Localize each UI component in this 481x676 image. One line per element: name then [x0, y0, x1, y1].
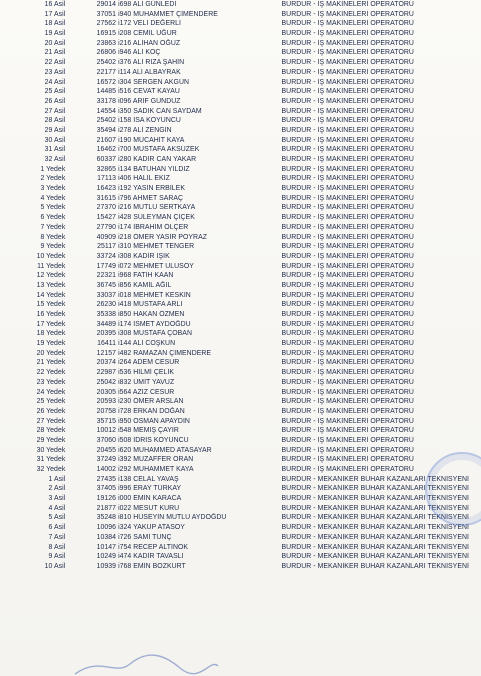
id-cell: 31615	[96, 194, 117, 202]
id-cell: 25117	[97, 243, 117, 251]
name-cell: i072 MEHMET ULUSOY	[118, 262, 194, 270]
table-row	[22, 417, 481, 427]
position-cell: BURDUR - İŞ MAKİNELERİ OPERATÖRÜ	[281, 204, 414, 212]
table-row	[22, 281, 481, 291]
position-cell: BURDUR - İŞ MAKİNELERİ OPERATÖRÜ	[281, 388, 414, 396]
position-cell: BURDUR - İŞ MAKİNELERİ OPERATÖRÜ	[281, 165, 414, 173]
table-row	[22, 475, 481, 485]
position-cell: BURDUR - İŞ MAKİNELERİ OPERATÖRÜ	[281, 97, 414, 105]
name-cell: i310 MEHMET TENGER	[118, 243, 195, 251]
table-row	[22, 397, 481, 407]
rank-cell: 10 Yedek	[36, 252, 66, 260]
position-cell: BURDUR - MEKANİKER BUHAR KAZANLARI TEKNİSYENİ	[281, 504, 469, 512]
id-cell: 27790	[96, 223, 117, 231]
table-row	[22, 543, 481, 553]
id-cell: 37060	[96, 436, 117, 444]
rank-cell: 22 Asil	[44, 59, 66, 67]
table-row	[22, 552, 481, 562]
id-cell: 29014	[96, 1, 117, 8]
position-cell: BURDUR - İŞ MAKİNELERİ OPERATÖRÜ	[281, 10, 414, 18]
table-row	[22, 455, 481, 465]
id-cell: 37051	[96, 10, 117, 18]
name-cell: i946 ALİ KOÇ	[118, 49, 161, 57]
name-cell: i000 EMİN KARACA	[118, 495, 182, 503]
name-cell: i726 SAMİ TUNÇ	[118, 533, 172, 541]
table-row	[22, 29, 481, 39]
name-cell: i216 ALİHAN OĞUZ	[118, 39, 181, 47]
position-cell: BURDUR - MEKANİKER BUHAR KAZANLARI TEKNİSYENİ	[281, 524, 469, 532]
rank-cell: 2 Asil	[48, 485, 66, 493]
id-cell: 35248	[96, 514, 117, 522]
name-cell: i856 KAMİL AĞIL	[118, 281, 172, 289]
rank-cell: 19 Asil	[44, 30, 66, 38]
id-cell: 21607	[96, 136, 117, 144]
rank-cell: 10 Asil	[44, 562, 66, 570]
rank-cell: 26 Asil	[44, 97, 66, 105]
name-cell: i208 CEMİL UĞUR	[118, 30, 177, 38]
id-cell: 16572	[96, 78, 117, 86]
rank-cell: 20 Yedek	[36, 349, 66, 357]
name-cell: i280 KADİR CAN YAKAR	[118, 156, 197, 163]
rank-cell: 25 Yedek	[36, 398, 66, 406]
position-cell: BURDUR - İŞ MAKİNELERİ OPERATÖRÜ	[281, 243, 414, 251]
id-cell: 14554	[96, 107, 117, 115]
rank-cell: 26 Yedek	[36, 407, 66, 415]
table-row	[22, 262, 481, 272]
position-cell: BURDUR - İŞ MAKİNELERİ OPERATÖRÜ	[281, 107, 414, 115]
id-cell: 20305	[96, 388, 117, 396]
table-row	[22, 407, 481, 417]
rank-cell: 20 Asil	[44, 39, 66, 47]
table-row	[22, 329, 481, 339]
id-cell: 27562	[96, 20, 117, 28]
table-row	[22, 165, 481, 175]
name-cell: i564 AZİZ CESUR	[118, 388, 175, 396]
rank-cell: 9 Yedek	[40, 243, 66, 251]
name-cell: i216 MUTLU SERTKAYA	[118, 204, 196, 212]
name-cell: i754 RECEP ALTINOK	[118, 543, 189, 551]
rank-cell: 32 Asil	[44, 156, 66, 163]
table-row	[22, 271, 481, 281]
position-cell: BURDUR - İŞ MAKİNELERİ OPERATÖRÜ	[281, 330, 414, 338]
name-cell: i144 ALİ COŞKUN	[118, 340, 176, 348]
rank-cell: 18 Yedek	[36, 330, 66, 338]
name-cell: i968 FATİH KAAN	[118, 272, 174, 280]
table-row	[22, 378, 481, 388]
id-cell: 26806	[96, 49, 117, 57]
table-row	[22, 184, 481, 194]
id-cell: 35338	[96, 311, 117, 318]
name-cell: i548 MEMİŞ ÇAYIR	[118, 427, 179, 435]
id-cell: 20758	[96, 407, 117, 415]
rank-cell: 23 Asil	[44, 68, 66, 76]
table-row	[22, 58, 481, 68]
id-cell: 16915	[96, 30, 117, 38]
signature-scribble	[70, 646, 220, 676]
table-row	[22, 513, 481, 523]
table-row	[22, 300, 481, 310]
id-cell: 16423	[96, 185, 117, 193]
position-cell: BURDUR - MEKANİKER BUHAR KAZANLARI TEKNİSYENİ	[281, 533, 469, 541]
id-cell: 37249	[96, 456, 117, 464]
name-cell: i950 OSMAN APAYDIN	[118, 417, 190, 425]
table-row	[22, 320, 481, 330]
table-row	[22, 233, 481, 243]
rank-cell: 27 Asil	[44, 107, 66, 115]
rank-cell: 5 Asil	[48, 514, 66, 522]
position-cell: BURDUR - İŞ MAKİNELERİ OPERATÖRÜ	[281, 1, 414, 8]
position-cell: BURDUR - MEKANİKER BUHAR KAZANLARI TEKNİSYENİ	[281, 553, 469, 561]
rank-cell: 32 Yedek	[36, 466, 66, 473]
rank-cell: 7 Asil	[48, 533, 66, 541]
candidate-list-body	[22, 0, 481, 572]
rank-cell: 28 Yedek	[36, 427, 66, 435]
position-cell: BURDUR - İŞ MAKİNELERİ OPERATÖRÜ	[281, 156, 414, 163]
table-row	[22, 116, 481, 126]
position-cell: BURDUR - İŞ MAKİNELERİ OPERATÖRÜ	[281, 252, 414, 260]
name-cell: i516 CEVAT KAYAU	[118, 88, 180, 96]
table-row	[22, 494, 481, 504]
rank-cell: 12 Yedek	[36, 272, 66, 280]
id-cell: 14485	[96, 88, 117, 96]
rank-cell: 30 Yedek	[36, 446, 66, 454]
rank-cell: 13 Yedek	[36, 281, 66, 289]
position-cell: BURDUR - İŞ MAKİNELERİ OPERATÖRÜ	[281, 417, 414, 425]
rank-cell: 23 Yedek	[36, 378, 66, 386]
id-cell: 25042	[96, 378, 117, 386]
id-cell: 20395	[96, 330, 117, 338]
position-cell: BURDUR - İŞ MAKİNELERİ OPERATÖRÜ	[281, 427, 414, 435]
rank-cell: 1 Yedek	[40, 165, 66, 173]
rank-cell: 14 Yedek	[36, 291, 66, 299]
name-cell: i508 İDRİS KOYUNCU	[118, 436, 189, 444]
position-cell: BURDUR - İŞ MAKİNELERİ OPERATÖRÜ	[281, 466, 414, 473]
table-row	[22, 223, 481, 233]
table-row	[22, 39, 481, 49]
id-cell: 10096	[96, 524, 117, 532]
id-cell: 27435	[96, 475, 117, 483]
table-row	[22, 78, 481, 88]
name-cell: i138 CELAL YAVAŞ	[118, 475, 179, 483]
table-row	[22, 339, 481, 349]
name-cell: i474 KADİR TAVASLI	[118, 553, 184, 561]
name-cell: i940 MUHAMMET ÇİMENDERE	[118, 10, 218, 18]
table-row	[22, 523, 481, 533]
id-cell: 10384	[96, 533, 117, 541]
rank-cell: 22 Yedek	[36, 369, 66, 377]
position-cell: BURDUR - İŞ MAKİNELERİ OPERATÖRÜ	[281, 446, 414, 454]
position-cell: BURDUR - MEKANİKER BUHAR KAZANLARI TEKNİSYENİ	[281, 543, 469, 551]
rank-cell: 6 Asil	[48, 524, 66, 532]
id-cell: 12157	[96, 349, 117, 357]
id-cell: 25402	[96, 59, 117, 67]
name-cell: i810 HÜSEYİN MUTLU AYDOĞDU	[118, 514, 227, 522]
rank-cell: 11 Yedek	[37, 262, 66, 270]
rank-cell: 18 Asil	[44, 20, 66, 28]
rank-cell: 30 Asil	[44, 136, 66, 144]
rank-cell: 7 Yedek	[40, 223, 66, 231]
position-cell: BURDUR - İŞ MAKİNELERİ OPERATÖRÜ	[281, 456, 414, 464]
position-cell: BURDUR - MEKANİKER BUHAR KAZANLARI TEKNİSYENİ	[281, 514, 469, 522]
name-cell: i418 MUSTAFA ARLI	[118, 301, 183, 309]
position-cell: BURDUR - İŞ MAKİNELERİ OPERATÖRÜ	[281, 223, 414, 231]
name-cell: i158 İSA KOYUNCU	[118, 117, 181, 125]
name-cell: i482 RAMAZAN ÇİMENDERE	[118, 349, 212, 357]
name-cell: i192 YASİN ERBİLEK	[118, 185, 185, 193]
rank-cell: 28 Asil	[44, 117, 66, 125]
id-cell: 16411	[97, 340, 117, 348]
position-cell: BURDUR - İŞ MAKİNELERİ OPERATÖRÜ	[281, 88, 414, 96]
position-cell: BURDUR - İŞ MAKİNELERİ OPERATÖRÜ	[281, 126, 414, 134]
name-cell: i114 ALİ ALBAYRAK	[118, 68, 181, 76]
id-cell: 33178	[96, 97, 117, 105]
name-cell: i620 MUHAMMED ATASAYAR	[118, 446, 212, 454]
name-cell: i698 ALİ GÜNLEDİ	[118, 1, 177, 8]
candidate-list-table	[22, 0, 481, 572]
table-row	[22, 291, 481, 301]
rank-cell: 15 Yedek	[36, 301, 66, 309]
table-row	[22, 426, 481, 436]
table-row	[22, 87, 481, 97]
name-cell: i264 ADEM CESUR	[118, 359, 180, 367]
name-cell: i308 MUSTAFA ÇOBAN	[118, 330, 192, 338]
position-cell: BURDUR - MEKANİKER BUHAR KAZANLARI TEKNİSYENİ	[281, 495, 469, 503]
rank-cell: 24 Asil	[44, 78, 66, 86]
name-cell: i218 ÖMER YASİR POYRAZ	[118, 233, 207, 241]
rank-cell: 19 Yedek	[36, 340, 66, 348]
table-row	[22, 252, 481, 262]
id-cell: 35494	[96, 126, 117, 134]
id-cell: 21877	[96, 504, 117, 512]
rank-cell: 29 Asil	[44, 126, 66, 134]
position-cell: BURDUR - İŞ MAKİNELERİ OPERATÖRÜ	[281, 175, 414, 183]
table-row	[22, 155, 481, 165]
table-row	[22, 533, 481, 543]
table-row	[22, 97, 481, 107]
position-cell: BURDUR - İŞ MAKİNELERİ OPERATÖRÜ	[281, 369, 414, 377]
name-cell: i392 MUZAFFER ORAN	[118, 456, 194, 464]
table-row	[22, 504, 481, 514]
table-row	[22, 368, 481, 378]
name-cell: i308 KADİR IŞIK	[118, 252, 170, 260]
position-cell: BURDUR - İŞ MAKİNELERİ OPERATÖRÜ	[281, 301, 414, 309]
name-cell: i018 MEHMET KESKİN	[118, 291, 191, 299]
id-cell: 10012	[96, 427, 117, 435]
rank-cell: 1 Asil	[48, 475, 66, 483]
id-cell: 23863	[96, 39, 117, 47]
table-row	[22, 0, 481, 10]
id-cell: 17113	[97, 175, 117, 183]
id-cell: 17749	[96, 262, 117, 270]
rank-cell: 8 Asil	[48, 543, 66, 551]
name-cell: i376 ALİ RIZA ŞAHİN	[118, 59, 185, 67]
rank-cell: 3 Yedek	[40, 185, 66, 193]
position-cell: BURDUR - İŞ MAKİNELERİ OPERATÖRÜ	[281, 311, 414, 318]
name-cell: i996 ERAY TÜRKAY	[118, 485, 182, 493]
rank-cell: 16 Asil	[44, 1, 66, 8]
table-row	[22, 349, 481, 359]
name-cell: i304 SERGEN AKGÜN	[118, 78, 189, 86]
table-row	[22, 358, 481, 368]
id-cell: 26230	[96, 301, 117, 309]
id-cell: 37405	[96, 485, 117, 493]
id-cell: 22321	[96, 272, 117, 280]
name-cell: i096 ARİF GÜNDÜZ	[118, 97, 181, 105]
table-row	[22, 562, 481, 572]
name-cell: i350 SADIK CAN SAYDAM	[118, 107, 202, 115]
table-row	[22, 465, 481, 475]
name-cell: i768 EMİN BOZKURT	[118, 562, 186, 570]
name-cell: i324 YAKUP ATASOY	[118, 524, 185, 532]
id-cell: 15427	[96, 214, 117, 222]
position-cell: BURDUR - İŞ MAKİNELERİ OPERATÖRÜ	[281, 359, 414, 367]
table-row	[22, 436, 481, 446]
table-row	[22, 174, 481, 184]
position-cell: BURDUR - İŞ MAKİNELERİ OPERATÖRÜ	[281, 68, 414, 76]
name-cell: i172 VELİ DEĞERLİ	[118, 20, 181, 28]
name-cell: i406 HALİL EKİZ	[118, 175, 170, 183]
position-cell: BURDUR - İŞ MAKİNELERİ OPERATÖRÜ	[281, 291, 414, 299]
id-cell: 32865	[96, 165, 117, 173]
rank-cell: 25 Asil	[44, 88, 66, 96]
name-cell: i230 ÖMER ARSLAN	[118, 398, 184, 406]
table-row	[22, 10, 481, 20]
name-cell: i174 İBRAHİM ÖLÇER	[118, 223, 189, 231]
id-cell: 20455	[96, 446, 117, 454]
rank-cell: 6 Yedek	[40, 214, 66, 222]
position-cell: BURDUR - İŞ MAKİNELERİ OPERATÖRÜ	[281, 349, 414, 357]
rank-cell: 17 Asil	[44, 10, 66, 18]
position-cell: BURDUR - İŞ MAKİNELERİ OPERATÖRÜ	[281, 194, 414, 202]
rank-cell: 9 Asil	[48, 553, 66, 561]
name-cell: i796 AHMET SARAÇ	[118, 194, 184, 202]
rank-cell: 21 Asil	[44, 49, 66, 57]
rank-cell: 17 Yedek	[36, 320, 66, 328]
id-cell: 22987	[96, 369, 117, 377]
position-cell: BURDUR - İŞ MAKİNELERİ OPERATÖRÜ	[281, 272, 414, 280]
table-row	[22, 107, 481, 117]
position-cell: BURDUR - İŞ MAKİNELERİ OPERATÖRÜ	[281, 436, 414, 444]
name-cell: i832 ÜMİT YAVUZ	[118, 378, 175, 386]
table-row	[22, 126, 481, 136]
id-cell: 10147	[96, 543, 117, 551]
name-cell: i278 ALİ ZENGİN	[118, 126, 172, 134]
table-row	[22, 388, 481, 398]
id-cell: 34489	[96, 320, 117, 328]
table-row	[22, 136, 481, 146]
rank-cell: 5 Yedek	[40, 204, 66, 212]
rank-cell: 8 Yedek	[40, 233, 66, 241]
name-cell: i190 MÜCAHİT KAYA	[118, 136, 185, 144]
table-row	[22, 213, 481, 223]
position-cell: BURDUR - İŞ MAKİNELERİ OPERATÖRÜ	[281, 340, 414, 348]
id-cell: 10939	[96, 562, 117, 570]
rank-cell: 31 Yedek	[36, 456, 66, 464]
rank-cell: 31 Asil	[44, 146, 66, 154]
position-cell: BURDUR - MEKANİKER BUHAR KAZANLARI TEKNİSYENİ	[281, 562, 469, 570]
position-cell: BURDUR - MEKANİKER BUHAR KAZANLARI TEKNİSYENİ	[281, 475, 469, 483]
id-cell: 16462	[96, 146, 117, 154]
name-cell: i134 BATUHAN YILDIZ	[118, 165, 190, 173]
table-row	[22, 446, 481, 456]
table-row	[22, 145, 481, 155]
position-cell: BURDUR - İŞ MAKİNELERİ OPERATÖRÜ	[281, 39, 414, 47]
id-cell: 60337	[96, 156, 117, 163]
position-cell: BURDUR - İŞ MAKİNELERİ OPERATÖRÜ	[281, 233, 414, 241]
position-cell: BURDUR - İŞ MAKİNELERİ OPERATÖRÜ	[281, 185, 414, 193]
name-cell: i728 ERKAN DOĞAN	[118, 407, 185, 415]
name-cell: i174 İSMET AYDOĞDU	[118, 320, 191, 328]
position-cell: BURDUR - MEKANİKER BUHAR KAZANLARI TEKNİSYENİ	[281, 485, 469, 493]
table-row	[22, 68, 481, 78]
table-row	[22, 484, 481, 494]
position-cell: BURDUR - İŞ MAKİNELERİ OPERATÖRÜ	[281, 146, 414, 154]
id-cell: 36745	[96, 281, 117, 289]
rank-cell: 21 Yedek	[36, 359, 66, 367]
table-row	[22, 194, 481, 204]
id-cell: 33037	[96, 291, 117, 299]
position-cell: BURDUR - İŞ MAKİNELERİ OPERATÖRÜ	[281, 378, 414, 386]
rank-cell: 2 Yedek	[40, 175, 66, 183]
table-row	[22, 242, 481, 252]
position-cell: BURDUR - İŞ MAKİNELERİ OPERATÖRÜ	[281, 214, 414, 222]
name-cell: i850 HAKAN ÖZMEN	[118, 311, 185, 318]
id-cell: 22177	[96, 68, 117, 76]
rank-cell: 16 Yedek	[36, 311, 66, 318]
position-cell: BURDUR - İŞ MAKİNELERİ OPERATÖRÜ	[281, 117, 414, 125]
position-cell: BURDUR - İŞ MAKİNELERİ OPERATÖRÜ	[281, 59, 414, 67]
id-cell: 33724	[96, 252, 117, 260]
name-cell: i700 MUSTAFA AKSÜZEK	[118, 146, 200, 154]
rank-cell: 27 Yedek	[36, 417, 66, 425]
position-cell: BURDUR - İŞ MAKİNELERİ OPERATÖRÜ	[281, 398, 414, 406]
id-cell: 20374	[96, 359, 117, 367]
position-cell: BURDUR - İŞ MAKİNELERİ OPERATÖRÜ	[281, 281, 414, 289]
rank-cell: 4 Asil	[48, 504, 66, 512]
rank-cell: 29 Yedek	[36, 436, 66, 444]
id-cell: 14002	[96, 466, 117, 473]
table-row	[22, 19, 481, 29]
table-row	[22, 310, 481, 320]
rank-cell: 4 Yedek	[40, 194, 66, 202]
id-cell: 27370	[96, 204, 117, 212]
id-cell: 35715	[96, 417, 117, 425]
id-cell: 25402	[96, 117, 117, 125]
id-cell: 19126	[96, 495, 117, 503]
id-cell: 10249	[96, 553, 117, 561]
rank-cell: 3 Asil	[48, 495, 66, 503]
position-cell: BURDUR - İŞ MAKİNELERİ OPERATÖRÜ	[281, 407, 414, 415]
id-cell: 40909	[96, 233, 117, 241]
position-cell: BURDUR - İŞ MAKİNELERİ OPERATÖRÜ	[281, 78, 414, 86]
rank-cell: 24 Yedek	[36, 388, 66, 396]
table-row	[22, 48, 481, 58]
position-cell: BURDUR - İŞ MAKİNELERİ OPERATÖRÜ	[281, 49, 414, 57]
position-cell: BURDUR - İŞ MAKİNELERİ OPERATÖRÜ	[281, 262, 414, 270]
name-cell: i022 MESUT KURU	[118, 504, 180, 512]
table-row	[22, 203, 481, 213]
position-cell: BURDUR - İŞ MAKİNELERİ OPERATÖRÜ	[281, 20, 414, 28]
name-cell: i292 MUHAMMET KAYA	[118, 466, 194, 473]
id-cell: 20593	[96, 398, 117, 406]
name-cell: i536 HİLMİ ÇELİK	[118, 369, 175, 377]
position-cell: BURDUR - İŞ MAKİNELERİ OPERATÖRÜ	[281, 320, 414, 328]
name-cell: i428 SÜLEYMAN ÇİÇEK	[118, 214, 195, 222]
position-cell: BURDUR - İŞ MAKİNELERİ OPERATÖRÜ	[281, 136, 414, 144]
position-cell: BURDUR - İŞ MAKİNELERİ OPERATÖRÜ	[281, 30, 414, 38]
